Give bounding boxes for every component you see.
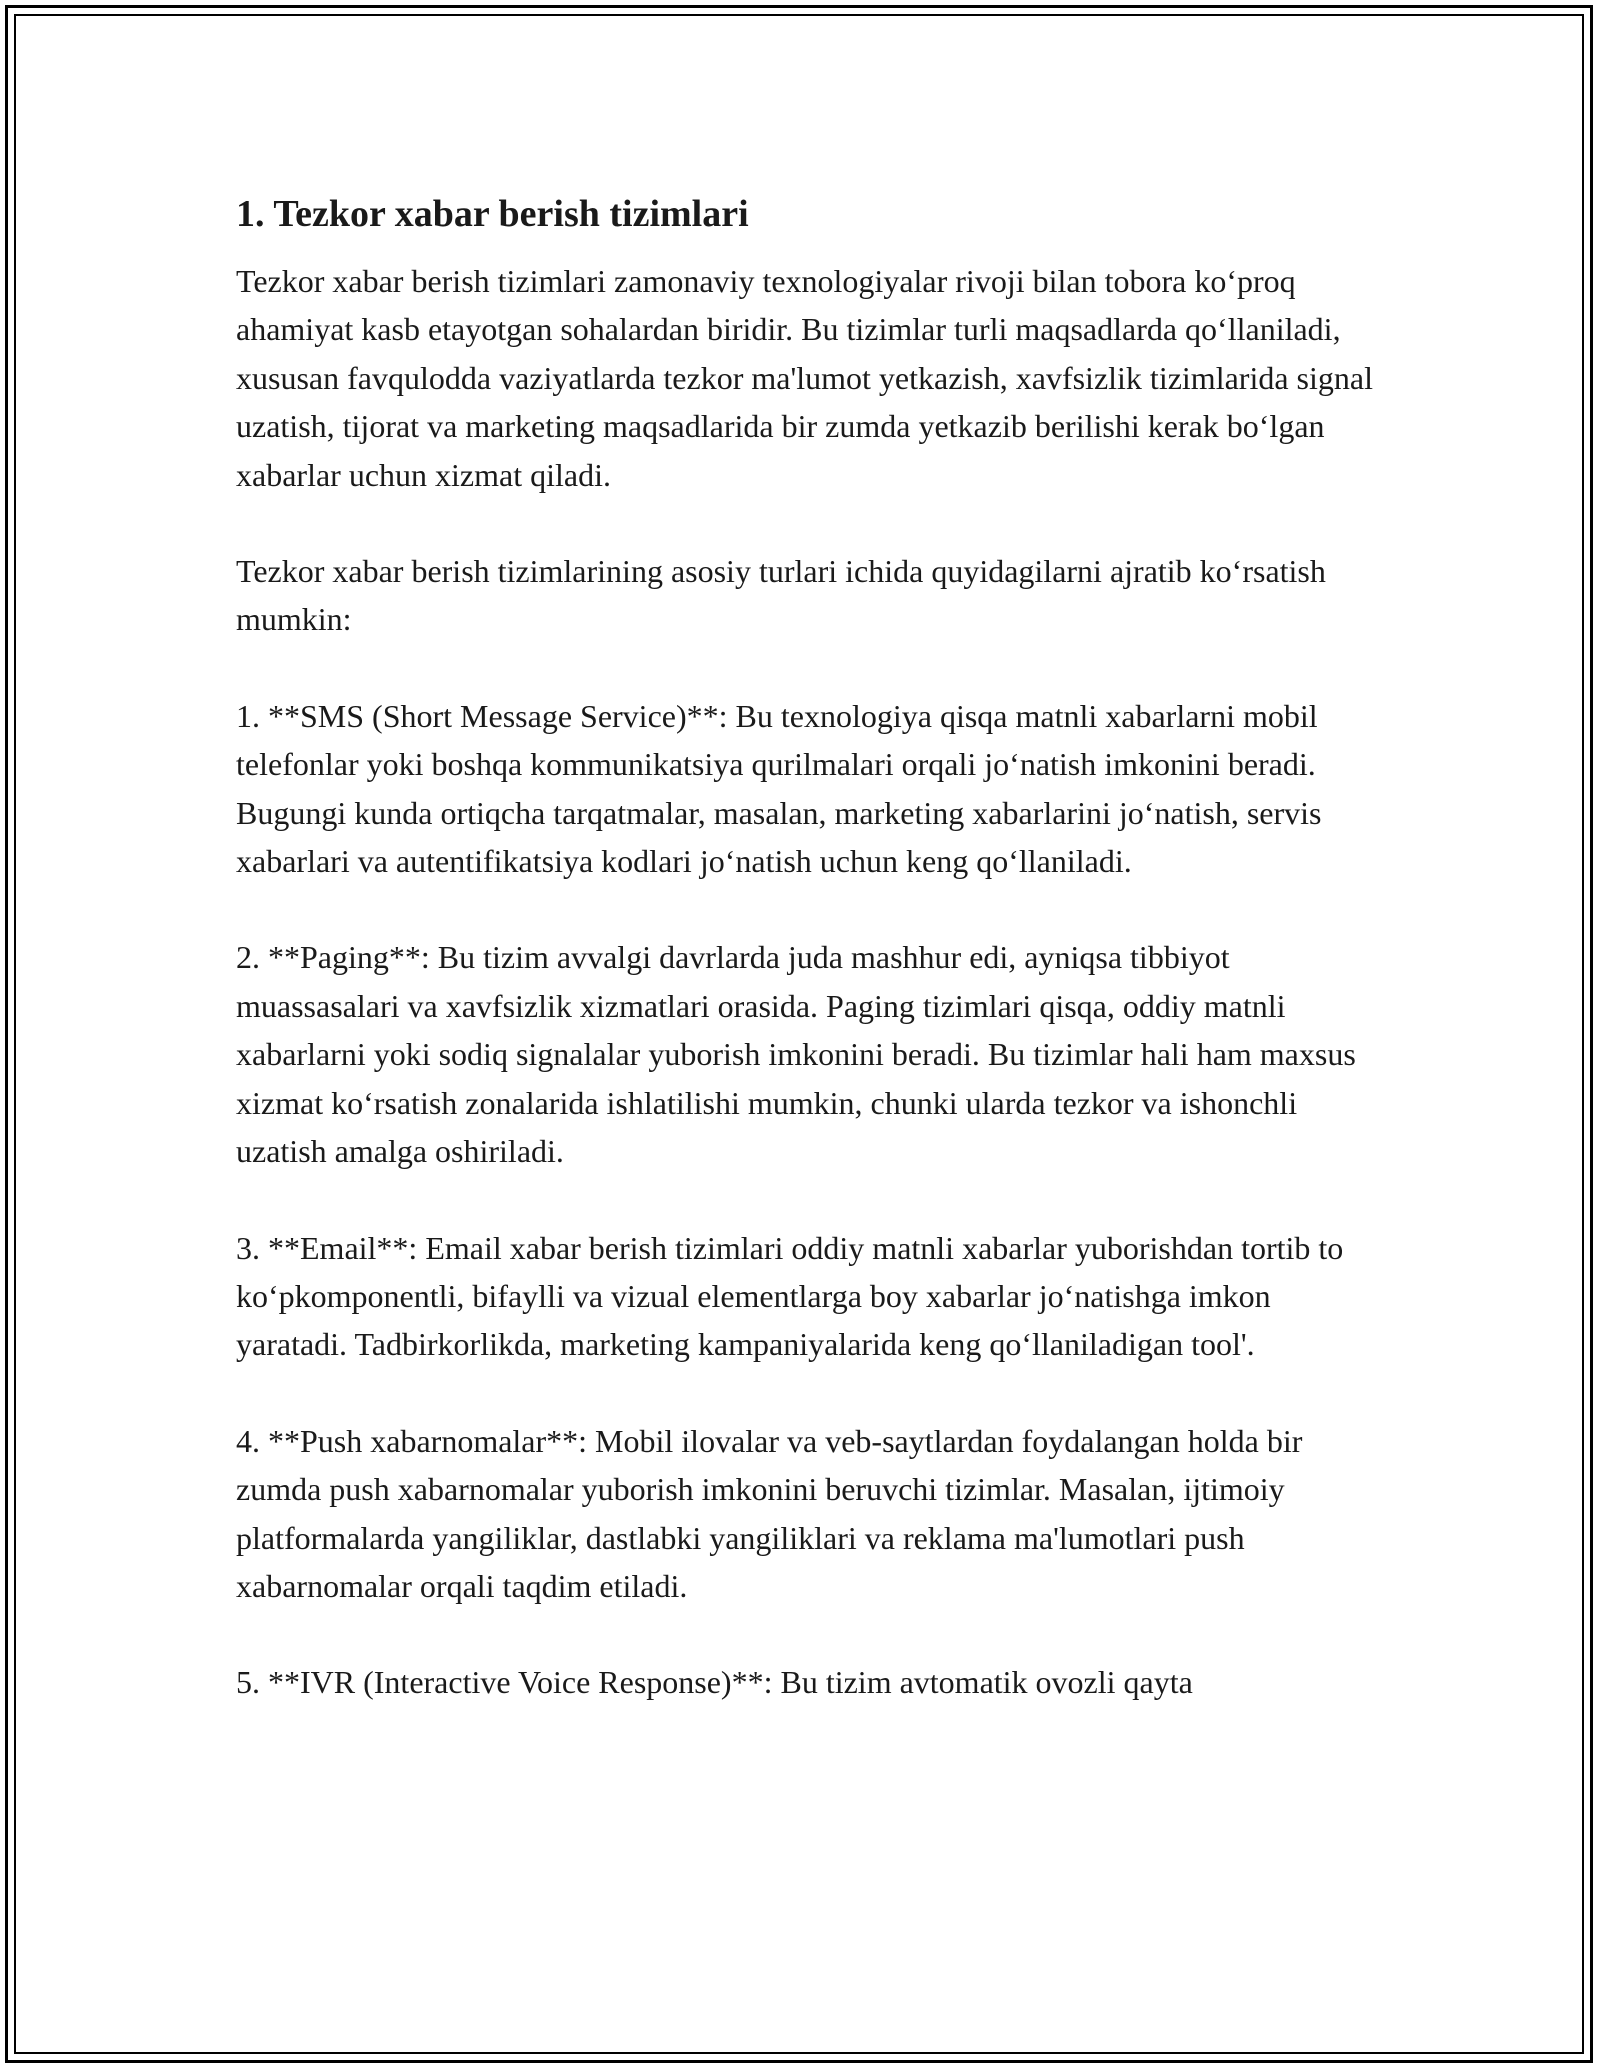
list-item-email: 3. **Email**: Email xabar berish tizimlari oddiy matnli xabarlar yuborishdan tortib to ko‘pkomponentli, bifaylli va vizual elementlarga boy xabarlar jo‘natishga imkon yaratadi. Tadbirkorlikda, marketing kampaniyalarida keng qo‘llaniladigan tool'. (236, 1229, 1344, 1363)
list-item-ivr: 5. **IVR (Interactive Voice Response)**: Bu tizim avtomatik ovozli qayta (236, 1664, 1193, 1701)
list-item-paging: 2. **Paging**: Bu tizim avvalgi davrlarda juda mashhur edi, ayniqsa tibbiyot muassasalari va xavfsizlik xizmatlari orasida. Paging tizimlari qisqa, oddiy matnli xabarlarni yoki sodiq signalalar yuborish imkonini beradi. Bu tizimlar hali ham maxsus xizmat ko‘rsatish zonalarida ishlatilishi mumkin, chunki ularda tezkor va ishonchli uzatish amalga oshiriladi. (236, 939, 1356, 1170)
list-item-push: 4. **Push xabarnomalar**: Mobil ilovalar va veb-saytlardan foydalangan holda bir zumda push xabarnomalar yuborish imkonini beruvchi tizimlar. Masalan, ijtimoiy platformalarda yangiliklar, dastlabki yangiliklari va reklama ma'lumotlari push xabarnomalar orqali taqdim etiladi. (236, 1422, 1303, 1604)
types-intro-paragraph: Tezkor xabar berish tizimlarining asosiy turlari ichida quyidagilarni ajratib ko‘rsatish mumkin: (236, 553, 1326, 638)
document-body (236, 183, 1386, 1755)
intro-paragraph: Tezkor xabar berish tizimlari zamonaviy texnologiyalar rivoji bilan tobora ko‘proq ahamiyat kasb etayotgan sohalardan biridir. Bu tizimlar turli maqsadlarda qo‘llaniladi, xususan favqulodda vaziyatlarda tezkor ma'lumot yetkazish, xavfsizlik tizimlarida signal uzatish, tijorat va marketing maqsadlarida bir zumda yetkazib berilishi kerak bo‘lgan xabarlar uchun xizmat qiladi. (236, 263, 1373, 493)
list-item-sms: 1. **SMS (Short Message Service)**: Bu texnologiya qisqa matnli xabarlarni mobil telefonlar yoki boshqa kommunikatsiya qurilmalari orqali jo‘natish imkonini beradi. Bugungi kunda ortiqcha tarqatmalar, masalan, marketing xabarlarini jo‘natish, servis xabarlari va autentifikatsiya kodlari jo‘natish uchun keng qo‘llaniladi. (236, 697, 1322, 880)
section-heading: 1. Tezkor xabar berish tizimlari (236, 193, 749, 235)
